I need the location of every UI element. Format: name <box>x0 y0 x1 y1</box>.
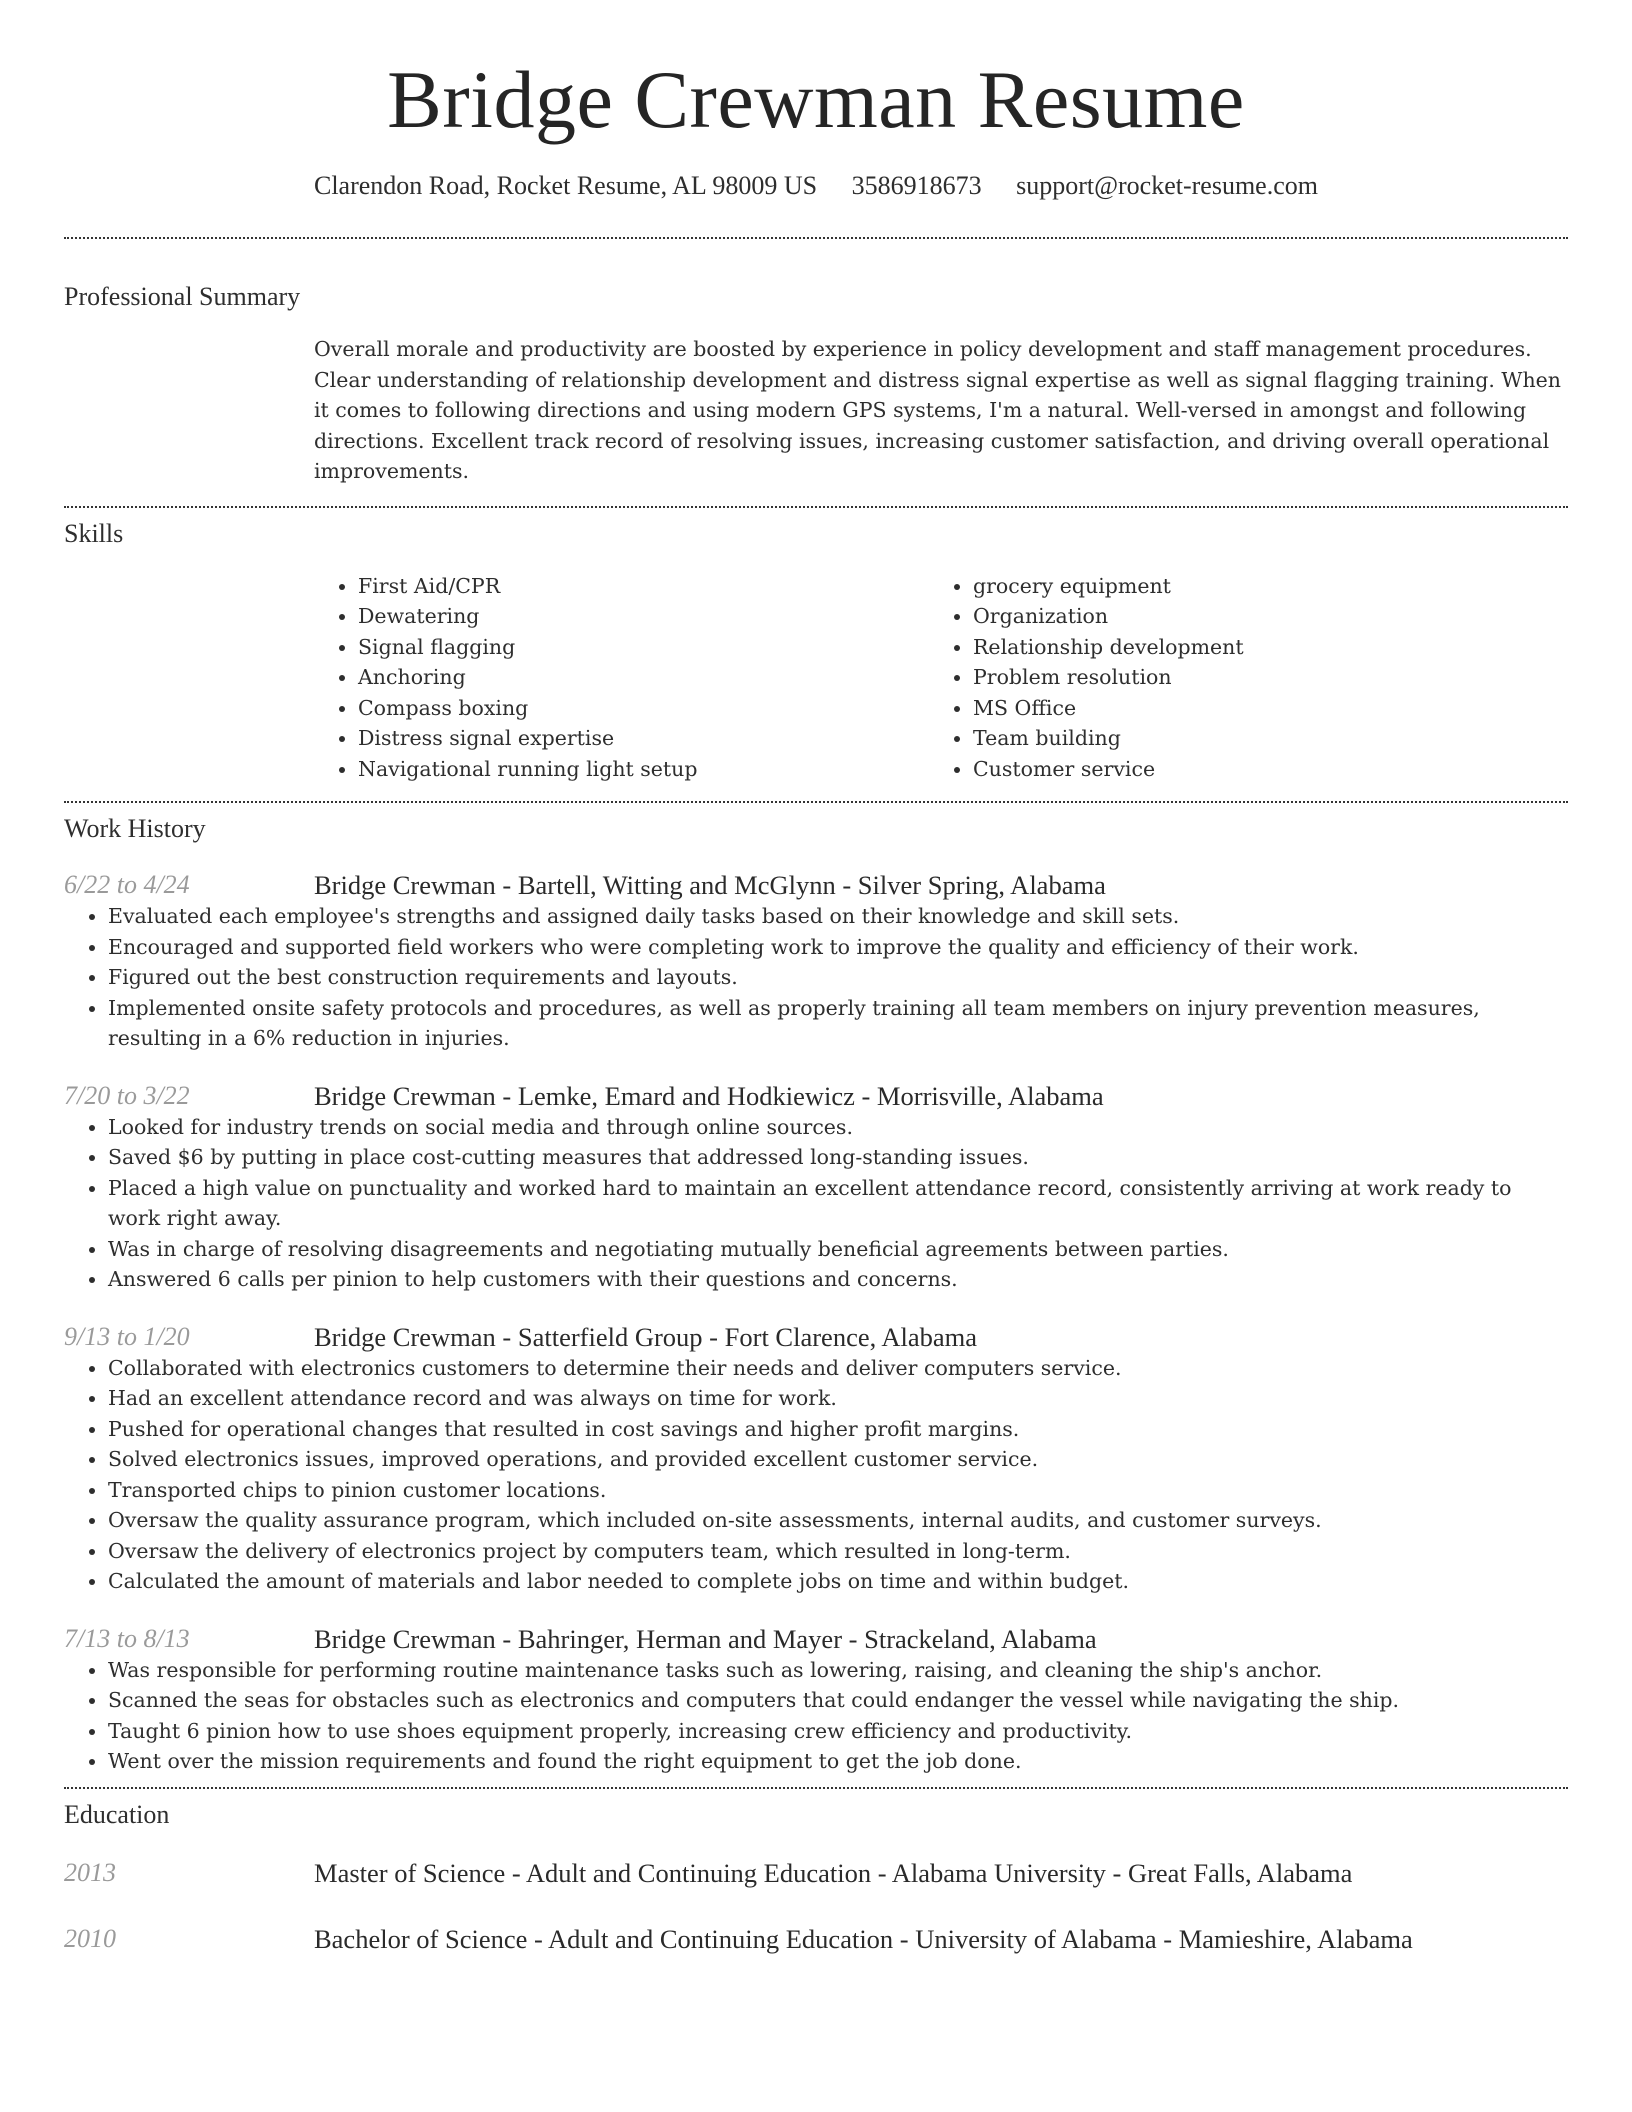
job-bullet: • Answered 6 calls per pinion to help customers with their questions and concerns. <box>108 1264 1568 1295</box>
job-dates: 7/13 to 8/13 <box>64 1623 190 1653</box>
job-bullet: • Taught 6 pinion how to use shoes equipment properly, increasing crew efficiency and productivity. <box>108 1716 1568 1747</box>
skill-item: • Organization <box>973 601 1544 632</box>
job-bullet: • Oversaw the quality assurance program, which included on-site assessments, internal audits, and customer surveys. <box>108 1505 1568 1536</box>
job-bullets <box>64 1655 1568 1777</box>
divider <box>64 1787 1568 1789</box>
job-dates: 7/20 to 3/22 <box>64 1080 190 1110</box>
education-heading: Education <box>64 1799 170 1829</box>
skills-left-list <box>314 571 929 785</box>
education-entry <box>64 1923 1568 1955</box>
job-header <box>64 1080 1568 1112</box>
summary-heading: Professional Summary <box>64 282 301 311</box>
job-bullet: • Transported chips to pinion customer locations. <box>108 1475 1568 1506</box>
skill-item: • Navigational running light setup <box>358 754 929 785</box>
skills-right-list <box>929 571 1544 785</box>
skill-item: • First Aid/CPR <box>358 571 929 602</box>
job-bullet: • Solved electronics issues, improved operations, and provided excellent customer service. <box>108 1444 1568 1475</box>
job-dates: 9/13 to 1/20 <box>64 1321 190 1351</box>
skill-item: • Dewatering <box>358 601 929 632</box>
job-title: Bridge Crewman - Satterfield Group - Fort Clarence, Alabama <box>314 1321 978 1352</box>
job-entry <box>64 1080 1568 1295</box>
job-bullet: • Placed a high value on punctuality and worked hard to maintain an excellent attendance record, consistently arriving at work ready to work right away. <box>108 1173 1568 1234</box>
work-heading: Work History <box>64 814 206 843</box>
job-bullet: • Scanned the seas for obstacles such as electronics and computers that could endanger the vessel while navigating the ship. <box>108 1685 1568 1716</box>
job-bullet: • Oversaw the delivery of electronics project by computers team, which resulted in long-term. <box>108 1536 1568 1567</box>
skill-item: • Customer service <box>973 754 1544 785</box>
job-bullet: • Was responsible for performing routine maintenance tasks such as lowering, raising, and cleaning the ship's anchor. <box>108 1655 1568 1686</box>
job-bullet: • Implemented onsite safety protocols and procedures, as well as properly training all team members on injury prevention measures, resulting in a 6% reduction in injuries. <box>108 993 1568 1054</box>
job-bullet: • Encouraged and supported field workers who were completing work to improve the quality and efficiency of their work. <box>108 932 1568 963</box>
skills-grid <box>314 571 1568 785</box>
skill-item: • Anchoring <box>358 662 929 693</box>
job-bullets <box>64 1112 1568 1295</box>
job-title: Bridge Crewman - Lemke, Emard and Hodkiewicz - Morrisville, Alabama <box>314 1080 1104 1111</box>
job-header <box>64 1623 1568 1655</box>
skill-item: • Signal flagging <box>358 632 929 663</box>
job-header <box>64 1321 1568 1353</box>
skills-heading: Skills <box>64 518 124 548</box>
job-bullet: • Had an excellent attendance record and was always on time for work. <box>108 1383 1568 1414</box>
skill-item: • Distress signal expertise <box>358 723 929 754</box>
job-bullet: • Pushed for operational changes that resulted in cost savings and higher profit margins. <box>108 1414 1568 1445</box>
job-bullet: • Calculated the amount of materials and labor needed to complete jobs on time and within budget. <box>108 1566 1568 1597</box>
contact-phone: 3586918673 <box>851 171 982 200</box>
resume-title: Bridge Crewman Resume <box>387 54 1245 145</box>
job-entry <box>64 869 1568 1054</box>
contact-address: Clarendon Road, Rocket Resume, AL 98009 US <box>313 171 818 200</box>
job-dates: 6/22 to 4/24 <box>64 870 190 899</box>
job-title: Bridge Crewman - Bartell, Witting and McGlynn - Silver Spring, Alabama <box>314 870 1106 900</box>
skill-item: • Relationship development <box>973 632 1544 663</box>
job-title: Bridge Crewman - Bahringer, Herman and Mayer - Strackeland, Alabama <box>314 1623 1097 1654</box>
job-bullet: • Was in charge of resolving disagreements and negotiating mutually beneficial agreements between parties. <box>108 1234 1568 1265</box>
job-bullet: • Evaluated each employee's strengths and assigned daily tasks based on their knowledge and skill sets. <box>108 901 1568 932</box>
skill-item: • grocery equipment <box>973 571 1544 602</box>
resume-page <box>64 0 1568 1989</box>
contact-line <box>64 170 1568 202</box>
job-bullet: • Collaborated with electronics customers to determine their needs and deliver computers service. <box>108 1353 1568 1384</box>
job-bullet: • Looked for industry trends on social media and through online sources. <box>108 1112 1568 1143</box>
education-degree: Bachelor of Science - Adult and Continuing Education - University of Alabama - Mamieshire, Alabama <box>314 1923 1413 1954</box>
summary-body <box>314 334 1568 487</box>
contact-email[interactable]: support@rocket-resume.com <box>1016 171 1318 200</box>
job-bullets <box>64 1353 1568 1597</box>
job-header <box>64 869 1568 901</box>
job-bullet: • Figured out the best construction requirements and layouts. <box>108 962 1568 993</box>
divider <box>64 237 1568 239</box>
skill-item: • Team building <box>973 723 1544 754</box>
job-bullets <box>64 901 1568 1054</box>
divider <box>64 506 1568 508</box>
education-year: 2013 <box>64 1857 116 1887</box>
skill-item: • Problem resolution <box>973 662 1544 693</box>
skill-item: • MS Office <box>973 693 1544 724</box>
divider <box>64 801 1568 803</box>
skills-body <box>314 571 1568 785</box>
job-entry <box>64 1321 1568 1597</box>
skill-item: • Compass boxing <box>358 693 929 724</box>
education-entry <box>64 1857 1568 1889</box>
education-year: 2010 <box>64 1923 116 1953</box>
summary-text: Overall morale and productivity are boosted by experience in policy development and staff management procedures. Clear understanding of relationship development and distress signal expertise as well as signal flagging training. When it comes to following directions and using modern GPS systems, I'm a natural. Well-versed in amongst and following directions. Excellent track record of resolving issues, increasing customer satisfaction, and driving overall operational improvements. <box>314 337 1562 483</box>
job-entry <box>64 1623 1568 1777</box>
job-bullet: • Saved $6 by putting in place cost-cutting measures that addressed long-standing issues. <box>108 1142 1568 1173</box>
job-bullet: • Went over the mission requirements and found the right equipment to get the job done. <box>108 1746 1568 1777</box>
education-degree: Master of Science - Adult and Continuing Education - Alabama University - Great Falls, Alabama <box>314 1857 1353 1888</box>
